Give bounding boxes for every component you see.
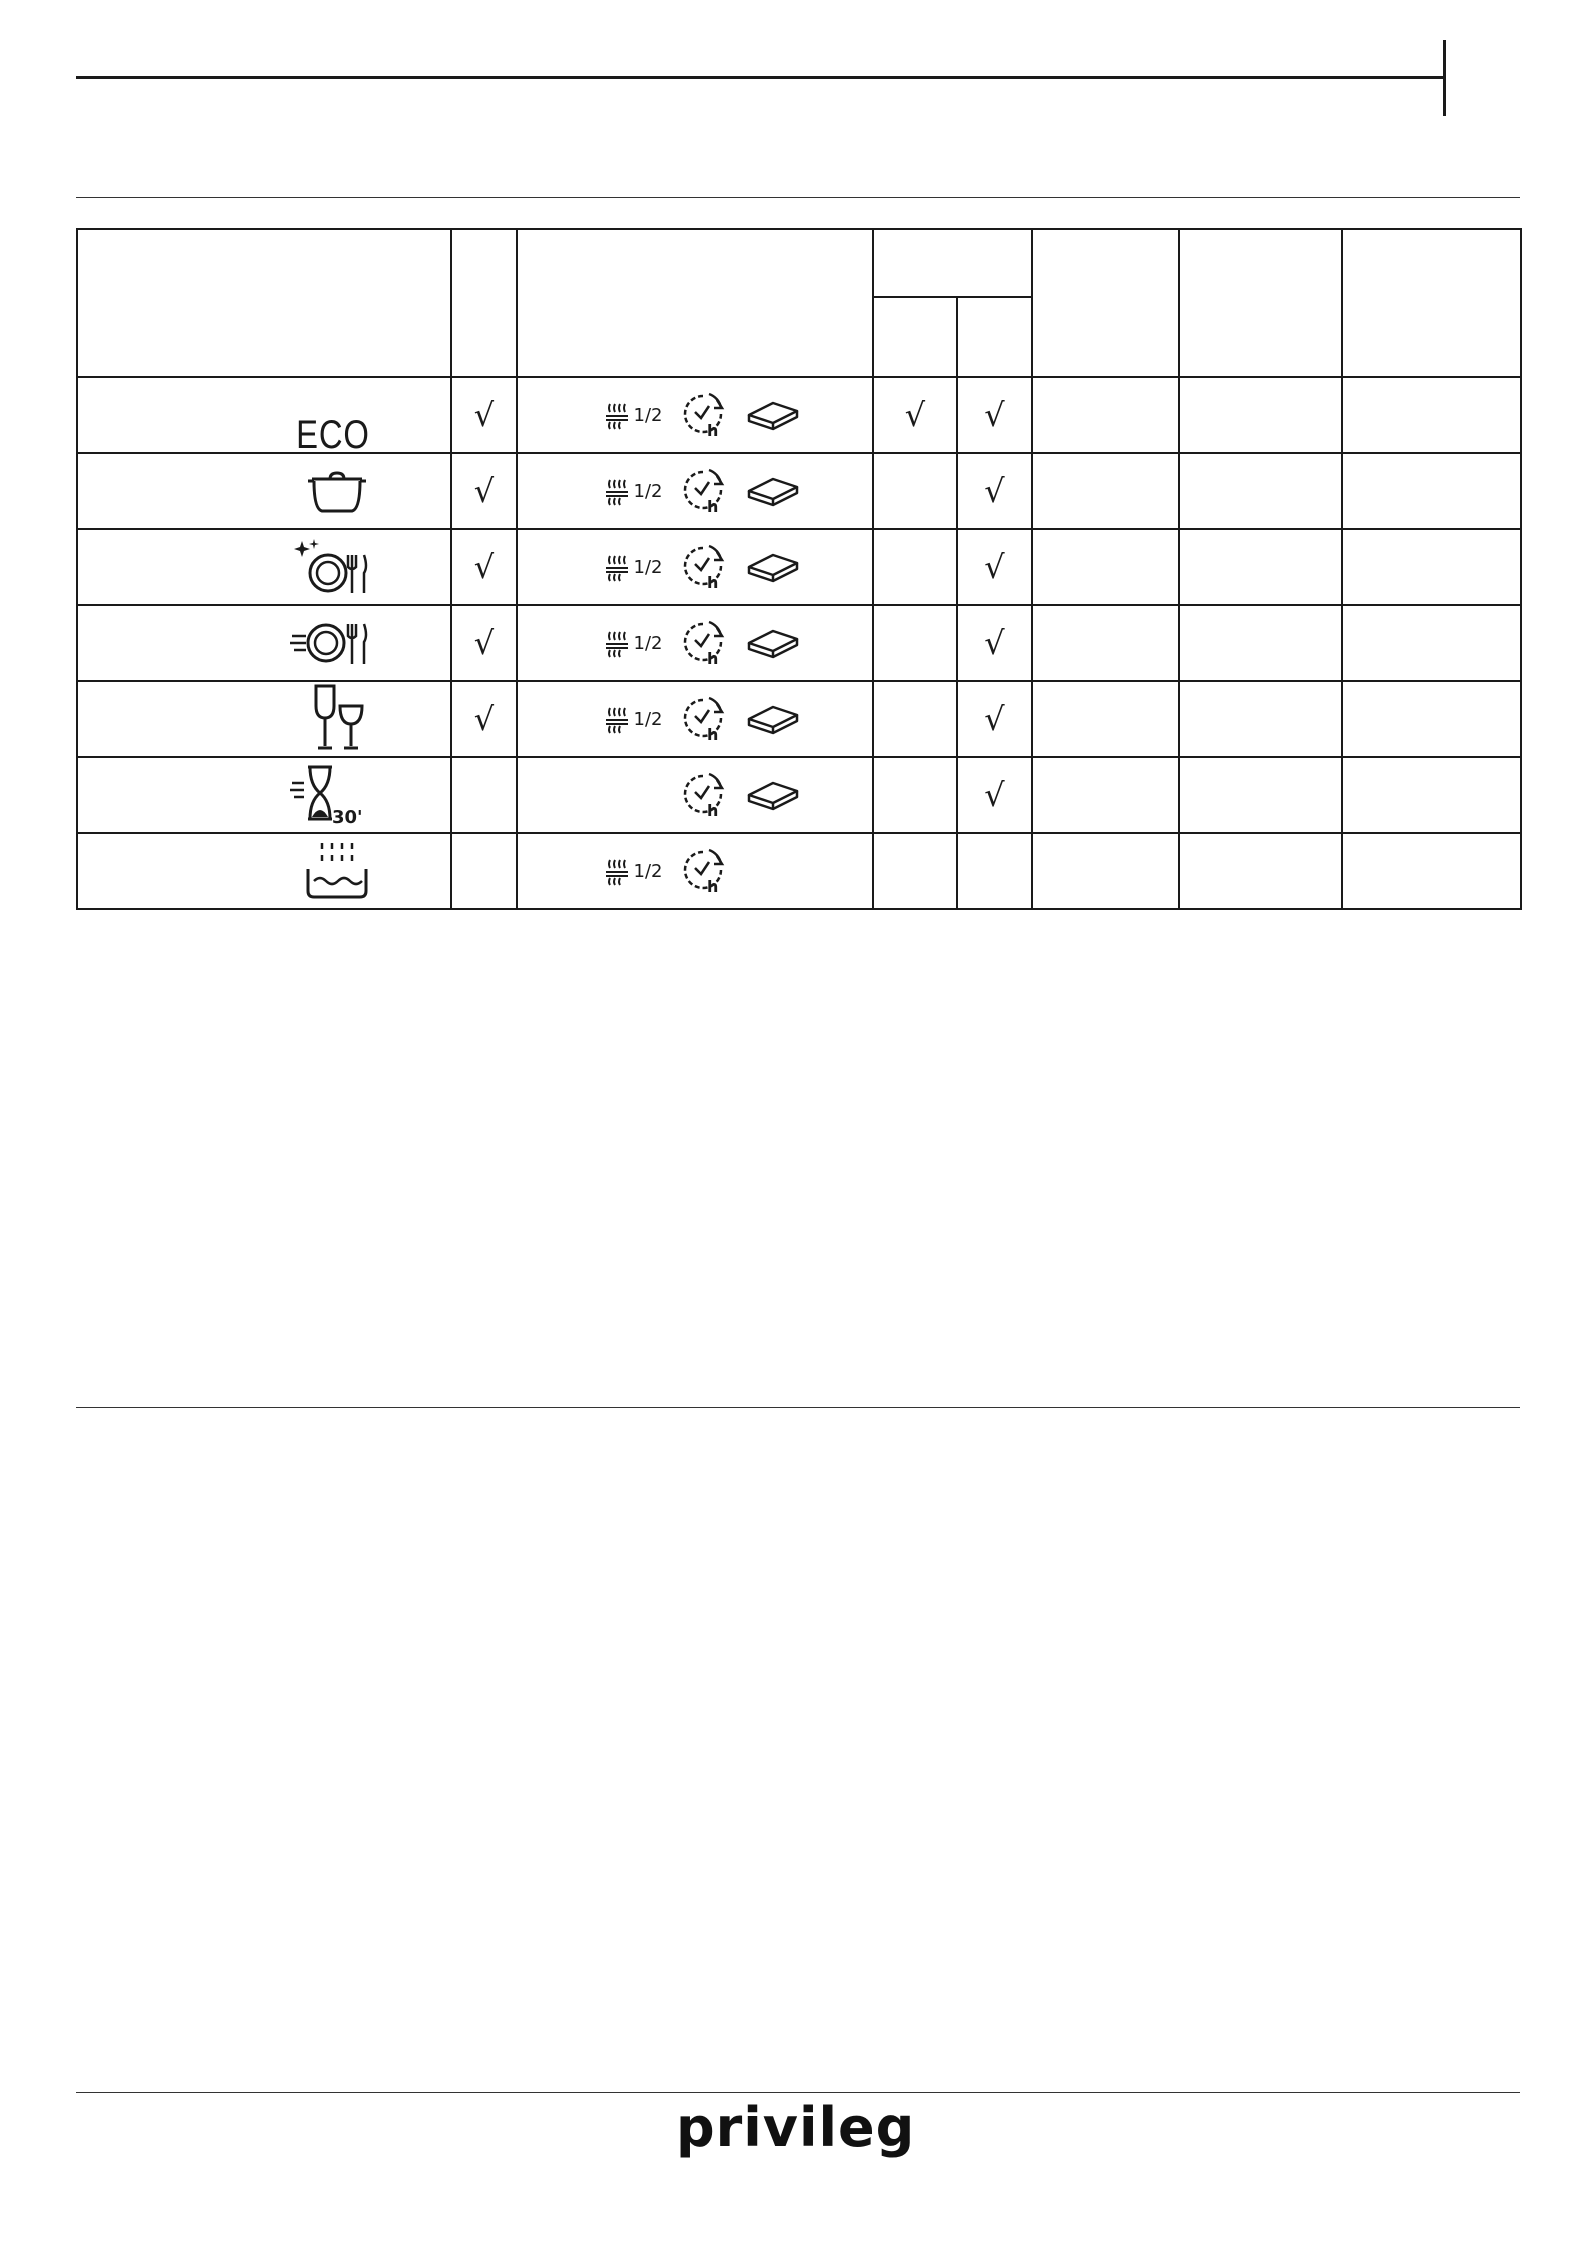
svg-text:h: h <box>707 421 719 440</box>
value-col8 <box>1342 757 1521 833</box>
delay-start-icon <box>668 770 738 820</box>
program-row-pre-wash <box>77 833 1521 909</box>
program-cell <box>77 833 451 909</box>
delay-start-icon <box>668 390 738 440</box>
eco-label: ECO <box>296 413 370 457</box>
check-col2 <box>451 833 517 909</box>
header-col7 <box>1179 229 1342 377</box>
options-cell <box>517 377 873 453</box>
program-cell <box>77 529 451 605</box>
svg-text:h: h <box>707 649 719 668</box>
options-cell <box>517 529 873 605</box>
hourglass-30-icon <box>290 763 370 827</box>
pot-icon <box>304 465 370 517</box>
fast-plate-icon <box>290 618 370 668</box>
options-cell <box>517 605 873 681</box>
svg-text:h: h <box>707 573 719 592</box>
sparkling-plate-icon <box>294 537 370 597</box>
delay-start-icon <box>668 466 738 516</box>
options-cell <box>517 833 873 909</box>
check-col2: √ <box>451 377 517 453</box>
value-col6 <box>1032 605 1179 681</box>
footer-rule <box>76 2092 1520 2093</box>
value-col8 <box>1342 529 1521 605</box>
tablet-icon <box>738 390 808 440</box>
tablet-icon <box>738 466 808 516</box>
value-col8 <box>1342 681 1521 757</box>
program-table <box>76 228 1522 910</box>
value-col6 <box>1032 757 1179 833</box>
section-divider-top <box>76 197 1520 198</box>
header-col8 <box>1342 229 1521 377</box>
check-sub1 <box>873 757 957 833</box>
header-sub1 <box>873 297 957 377</box>
check-sub2: √ <box>957 757 1032 833</box>
section-divider-middle <box>76 1407 1520 1408</box>
tablet-icon <box>738 618 808 668</box>
value-col8 <box>1342 453 1521 529</box>
svg-text:h: h <box>707 497 719 516</box>
header-col6 <box>1032 229 1179 377</box>
value-col7 <box>1179 757 1342 833</box>
header-options <box>517 229 873 377</box>
header-rule <box>76 76 1446 79</box>
tablet-icon <box>738 694 808 744</box>
options-cell <box>517 757 873 833</box>
check-col2 <box>451 757 517 833</box>
brand-logo: privileg <box>676 2096 916 2159</box>
program-cell <box>77 605 451 681</box>
delay-start-icon <box>668 618 738 668</box>
half-load-icon <box>598 846 668 896</box>
program-row-eco <box>77 377 1521 453</box>
check-sub1 <box>873 833 957 909</box>
half-load-label: 1/2 <box>633 860 663 882</box>
value-col7 <box>1179 377 1342 453</box>
value-col6 <box>1032 453 1179 529</box>
check-sub1 <box>873 529 957 605</box>
program-cell <box>77 453 451 529</box>
check-sub2 <box>957 833 1032 909</box>
header-col2 <box>451 229 517 377</box>
header-program <box>77 229 451 377</box>
check-sub1 <box>873 605 957 681</box>
svg-text:h: h <box>707 877 719 896</box>
half-load-label: 1/2 <box>633 480 663 502</box>
svg-text:h: h <box>707 801 719 820</box>
half-load-label: 1/2 <box>633 632 663 654</box>
check-sub1 <box>873 453 957 529</box>
soak-icon <box>304 839 370 903</box>
check-sub2: √ <box>957 377 1032 453</box>
program-row-intensive <box>77 453 1521 529</box>
program-cell <box>77 377 451 457</box>
half-load-label: 1/2 <box>633 404 663 426</box>
check-sub2: √ <box>957 681 1032 757</box>
value-col7 <box>1179 453 1342 529</box>
program-cell <box>77 757 451 833</box>
program-row-glass <box>77 681 1521 757</box>
value-col8 <box>1342 833 1521 909</box>
check-col2: √ <box>451 681 517 757</box>
delay-start-icon <box>668 542 738 592</box>
value-col6 <box>1032 529 1179 605</box>
options-cell <box>517 453 873 529</box>
program-cell <box>77 681 451 757</box>
check-col2: √ <box>451 453 517 529</box>
half-load-label: 1/2 <box>633 556 663 578</box>
value-col7 <box>1179 529 1342 605</box>
check-sub1 <box>873 681 957 757</box>
value-col6 <box>1032 833 1179 909</box>
value-col7 <box>1179 605 1342 681</box>
program-row-quick <box>77 605 1521 681</box>
value-col6 <box>1032 681 1179 757</box>
tablet-icon <box>738 542 808 592</box>
check-col2: √ <box>451 605 517 681</box>
half-load-icon <box>598 466 668 516</box>
check-col2: √ <box>451 529 517 605</box>
check-sub2: √ <box>957 529 1032 605</box>
value-col8 <box>1342 605 1521 681</box>
check-sub2: √ <box>957 605 1032 681</box>
glasses-icon <box>310 684 370 754</box>
half-load-icon <box>598 390 668 440</box>
value-col6 <box>1032 377 1179 453</box>
header-tick-mark <box>1443 40 1446 116</box>
value-col7 <box>1179 833 1342 909</box>
value-col7 <box>1179 681 1342 757</box>
check-sub1: √ <box>873 377 957 453</box>
program-row-hygiene <box>77 529 1521 605</box>
delay-start-icon <box>668 846 738 896</box>
header-sub2 <box>957 297 1032 377</box>
program-row-quick-30 <box>77 757 1521 833</box>
value-col8 <box>1342 377 1521 453</box>
check-sub2: √ <box>957 453 1032 529</box>
half-load-icon <box>598 694 668 744</box>
svg-text:h: h <box>707 725 719 744</box>
half-load-icon <box>598 542 668 592</box>
half-load-label: 1/2 <box>633 708 663 730</box>
options-cell <box>517 681 873 757</box>
svg-text:30': 30' <box>332 807 363 827</box>
header-group <box>873 229 1032 297</box>
tablet-icon <box>738 770 808 820</box>
delay-start-icon <box>668 694 738 744</box>
half-load-icon <box>598 618 668 668</box>
